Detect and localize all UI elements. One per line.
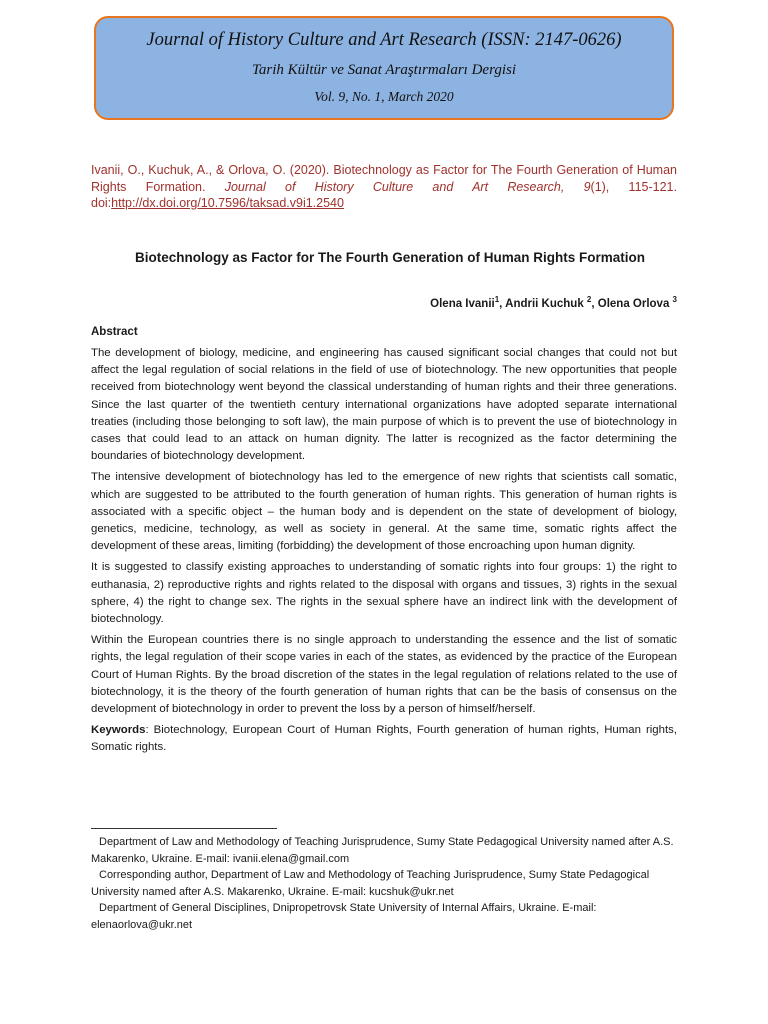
author-3: , Olena Orlova [591,297,673,310]
abstract-paragraph: It is suggested to classify existing approaches to understanding of somatic rights into four groups: 1) the right to euthanasia, 2) reproductive rights and rights related to the disposal with organs and tissues, 3) rights in the sexual sphere, 4) the right to change sex. The rights in the sexual sphere have an indirect link with the development of biotechnology. [91,561,677,626]
citation-doi-prefix: doi: [91,196,112,210]
footnote-3: Department of General Disciplines, Dnipropetrovsk State University of Internal Affairs, Ukraine. E-mail: elenaorlova@ukr.net [91,902,597,931]
author-1-mark: 1 [494,295,500,304]
abstract-body [91,345,677,761]
citation-journal: Journal of History Culture and Art Research, 9 [224,179,591,194]
abstract-paragraph: The intensive development of biotechnology has led to the emergence of new rights that scientists call somatic, which are suggested to be attributed to the fourth generation of human rights. This generation of human rights is associated with a specific object – the human body and is dependent on the state of development of biology, genetics, medicine, technology, as well as society in general. At the same time, somatic rights affect the development of these areas, limiting (forbidding) the development of those encroaching upon human dignity. [91,471,677,553]
citation-issue: (1), 115-121. [590,179,677,194]
author-3-mark: 3 [672,295,677,304]
author-list [430,295,677,310]
footnote-1: Department of Law and Methodology of Teaching Jurisprudence, Sumy State Pedagogical University named after A.S. Makarenko, Ukraine. E-mail: ivanii.elena@gmail.com [91,836,674,865]
journal-header-box [94,16,674,120]
abstract-heading: Abstract [91,326,138,338]
volume-info: Vol. 9, No. 1, March 2020 [314,89,454,104]
abstract-paragraph: Within the European countries there is no single approach to understanding the essence and the list of somatic rights, the legal regulation of their scope varies in each of the states, as evidenced by the practice of the European Court of Human Rights. By the broad discretion of the states in the legal regulation of relations related to the use of biotechnology, it is the theory of the fourth generation of human rights that can be the basis of consensus on the development of biotechnology in order to prevent the loss by a person of himself/herself. [91,634,677,716]
author-2: , Andrii Kuchuk [499,297,587,310]
citation [91,162,677,212]
footnotes [91,834,681,933]
journal-subtitle: Tarih Kültür ve Sanat Araştırmaları Dergisi [251,62,517,78]
footnote-2: Corresponding author, Department of Law and Methodology of Teaching Jurisprudence, Sumy State Pedagogical University named after A.S. Makarenko, Ukraine. E-mail: kucshuk@ukr.net [91,869,650,898]
keywords-text: : Biotechnology, European Court of Human Rights, Fourth generation of human rights, Human rights, Somatic rights. [91,724,677,754]
abstract-paragraph: The development of biology, medicine, and engineering has caused significant social changes that could not but affect the legal regulation of social relations in the field of use of biotechnology. The new opportunities that people received from biotechnology went beyond the classical understanding of human rights and their three generations. Since the last quarter of the twentieth century international organizations have adopted separate international treaties (including those belonging to soft law), the main purpose of which is to prevent the use of biotechnology in cases that could lead to an attack on human dignity. The latter is recognized as the factor determining the boundaries of biotechnology development. [91,347,677,463]
author-2-mark: 2 [586,295,592,304]
journal-title: Journal of History Culture and Art Research (ISSN: 2147-0626) [146,30,622,50]
author-1: Olena Ivanii [430,297,495,310]
keywords [91,722,677,756]
paper-title: Biotechnology as Factor for The Fourth Generation of Human Rights Formation [134,250,645,265]
keywords-label: Keywords [91,724,146,737]
citation-authors: Ivanii, O., Kuchuk, A., & Orlova, O. (2020). Biotechnology as Factor for The Fourth Generation of Human Rights Formation. [91,163,677,194]
footnote-divider [91,828,277,829]
doi-link[interactable]: http://dx.doi.org/10.7596/taksad.v9i1.2540 [111,196,344,210]
